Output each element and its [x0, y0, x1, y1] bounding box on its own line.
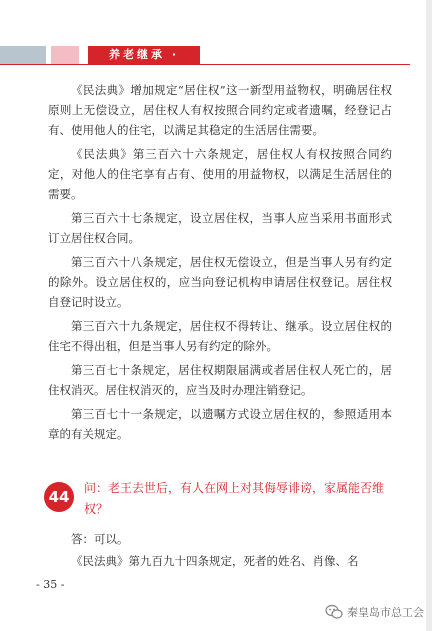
body-text: [48, 80, 392, 448]
header-pink-block: [51, 46, 79, 64]
watermark: [325, 602, 424, 622]
paragraph: 第三百七十一条规定，以遗嘱方式设立居住权的，参照适用本章的有关规定。: [48, 407, 392, 441]
section-title: 养老继承 ·: [88, 46, 200, 64]
answer-line: 答：可以。: [71, 532, 129, 546]
header-gray-block: [0, 46, 46, 64]
page-number: - 35 -: [36, 578, 65, 591]
header-rule: [0, 64, 410, 65]
question-number-badge: 44: [44, 482, 74, 512]
watermark-text: 秦皇岛市总工会: [347, 606, 424, 619]
paragraph: 第三百六十七条规定，设立居住权，当事人应当采用书面形式订立居住权合同。: [48, 211, 392, 245]
answer-line: 《民法典》第九百九十四条规定，死者的姓名、肖像、名: [71, 554, 359, 568]
answer-block: [48, 528, 392, 572]
paragraph: 《民法典》第三百六十六条规定，居住权人有权按照合同约定，对他人的住宅享有占有、使用的用益物权，以满足生活居住的需要。: [48, 147, 392, 201]
question-block: [44, 478, 400, 524]
paragraph: 第三百七十条规定，居住权期限届满或者居住权人死亡的，居住权消灭。居住权消灭的，应当及时办理注销登记。: [48, 363, 392, 397]
wechat-icon: [325, 604, 343, 620]
section-header: [0, 42, 432, 66]
paragraph: 第三百六十八条规定，居住权无偿设立，但是当事人另有约定的除外。设立居住权的，应当向登记机构申请居住权登记。居住权自登记时设立。: [48, 255, 392, 309]
question-text: 问：老王去世后，有人在网上对其侮辱诽谤，家属能否维权？: [84, 481, 385, 516]
paragraph: 第三百六十九条规定，居住权不得转让、继承。设立居住权的住宅不得出租，但是当事人另有约定的除外。: [48, 319, 392, 353]
paragraph: 《民法典》增加规定“居住权”这一新型用益物权，明确居住权原则上无偿设立，居住权人有权按照合同约定或者遗嘱，经登记占有、使用他人的住宅，以满足其稳定的生活居住需要。: [48, 83, 392, 137]
